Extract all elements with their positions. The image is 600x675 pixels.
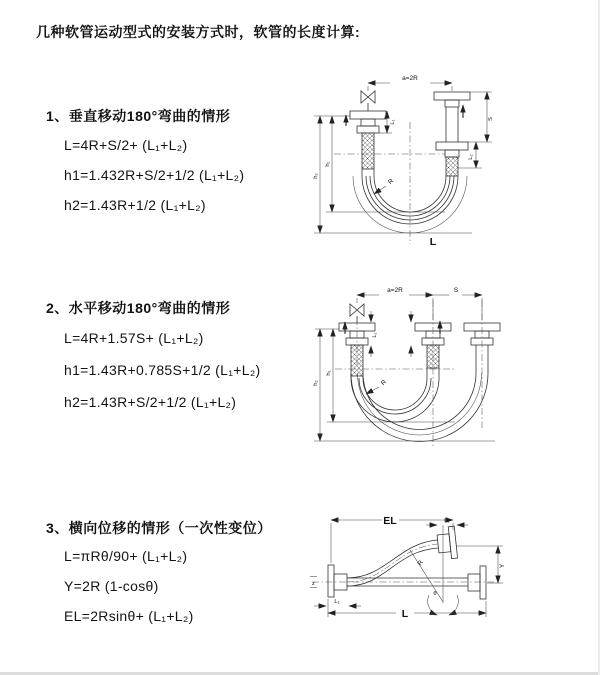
dim-s-label: S bbox=[453, 287, 459, 294]
page-title: 几种软管运动型式的安装方式时，软管的长度计算: bbox=[36, 24, 361, 40]
dim-l1 bbox=[314, 599, 361, 606]
section-3-formula-L: L=πRθ/90+ (L₁+L₂) bbox=[64, 548, 188, 564]
dim-a2r bbox=[368, 75, 452, 91]
dim-l2-label: L₂ bbox=[468, 154, 474, 160]
section-2-heading: 2、水平移动180°弯曲的情形 bbox=[46, 300, 231, 316]
section-3-heading: 3、横向位移的情形（一次性变位） bbox=[46, 520, 272, 536]
left-flange bbox=[328, 565, 347, 597]
left-flange-hose bbox=[350, 111, 386, 176]
dim-l1 bbox=[371, 311, 411, 357]
movement-arrows bbox=[346, 105, 463, 126]
section-1-formula-h1: h1=1.432R+S/2+1/2 (L₁+L₂) bbox=[64, 167, 245, 183]
dim-h2-label: h₂ bbox=[313, 173, 319, 179]
vertical-180-bend-diagram bbox=[300, 64, 590, 259]
dim-l bbox=[328, 599, 486, 620]
section-1-heading: 1、垂直移动180°弯曲的情形 bbox=[46, 108, 231, 124]
datum-label: z bbox=[312, 581, 315, 587]
dim-el-label: EL bbox=[383, 515, 397, 527]
radius-label: R bbox=[416, 559, 425, 568]
section-2-formula-L: L=4R+1.57S+ (L₁+L₂) bbox=[64, 330, 204, 346]
dim-l-label: L bbox=[401, 608, 409, 620]
dim-l1 bbox=[378, 111, 396, 133]
section-1-formula-h2: h2=1.43R+1/2 (L₁+L₂) bbox=[64, 197, 206, 213]
theta-label: θ bbox=[433, 591, 437, 597]
dim-y bbox=[456, 546, 506, 583]
displaced-hose bbox=[347, 526, 458, 586]
dim-l-label: L bbox=[429, 236, 437, 248]
valve-icon bbox=[361, 91, 375, 111]
dim-a2r-s bbox=[357, 287, 482, 320]
hose-u-bend-position-2 bbox=[351, 373, 488, 442]
dim-l1-label: L₁ bbox=[334, 599, 340, 605]
dim-h1-h2 bbox=[313, 329, 495, 441]
dim-l2 bbox=[426, 518, 468, 525]
dim-h2-label: h₂ bbox=[313, 380, 319, 386]
lateral-displacement-diagram bbox=[298, 503, 595, 658]
geometry-construction bbox=[410, 525, 458, 615]
dim-l1-label: L₁ bbox=[390, 119, 396, 125]
horizontal-180-bend-diagram bbox=[305, 278, 595, 463]
section-3-formula-Y: Y=2R (1-cosθ) bbox=[64, 578, 159, 594]
dim-h1-label: h₁ bbox=[325, 161, 331, 167]
dim-a2r-label: a=2R bbox=[402, 75, 418, 82]
dim-el bbox=[331, 515, 453, 563]
section-3-formula-EL: EL=2Rsinθ+ (L₁+L₂) bbox=[64, 608, 194, 624]
dim-s-l2 bbox=[458, 92, 494, 168]
right-flange-hose bbox=[434, 92, 470, 176]
dim-a2r-label: a=2R bbox=[387, 287, 403, 294]
dim-h1-label: h₁ bbox=[326, 370, 332, 376]
section-1-formula-L: L=4R+S/2+ (L₁+L₂) bbox=[64, 137, 188, 153]
dim-l1-label: L₁ bbox=[372, 332, 378, 338]
dim-s-label: S bbox=[488, 117, 494, 121]
dim-y-label: Y bbox=[499, 563, 506, 569]
section-2-formula-h2: h2=1.43R+S/2+1/2 (L₁+L₂) bbox=[64, 394, 237, 410]
section-2-formula-h1: h1=1.43R+0.785S+1/2 (L₁+L₂) bbox=[64, 362, 261, 378]
radius-label: R bbox=[386, 177, 396, 187]
dim-l2-label: L₂ bbox=[444, 518, 450, 524]
radius-label: R bbox=[379, 378, 389, 388]
radius-callout bbox=[366, 379, 388, 394]
